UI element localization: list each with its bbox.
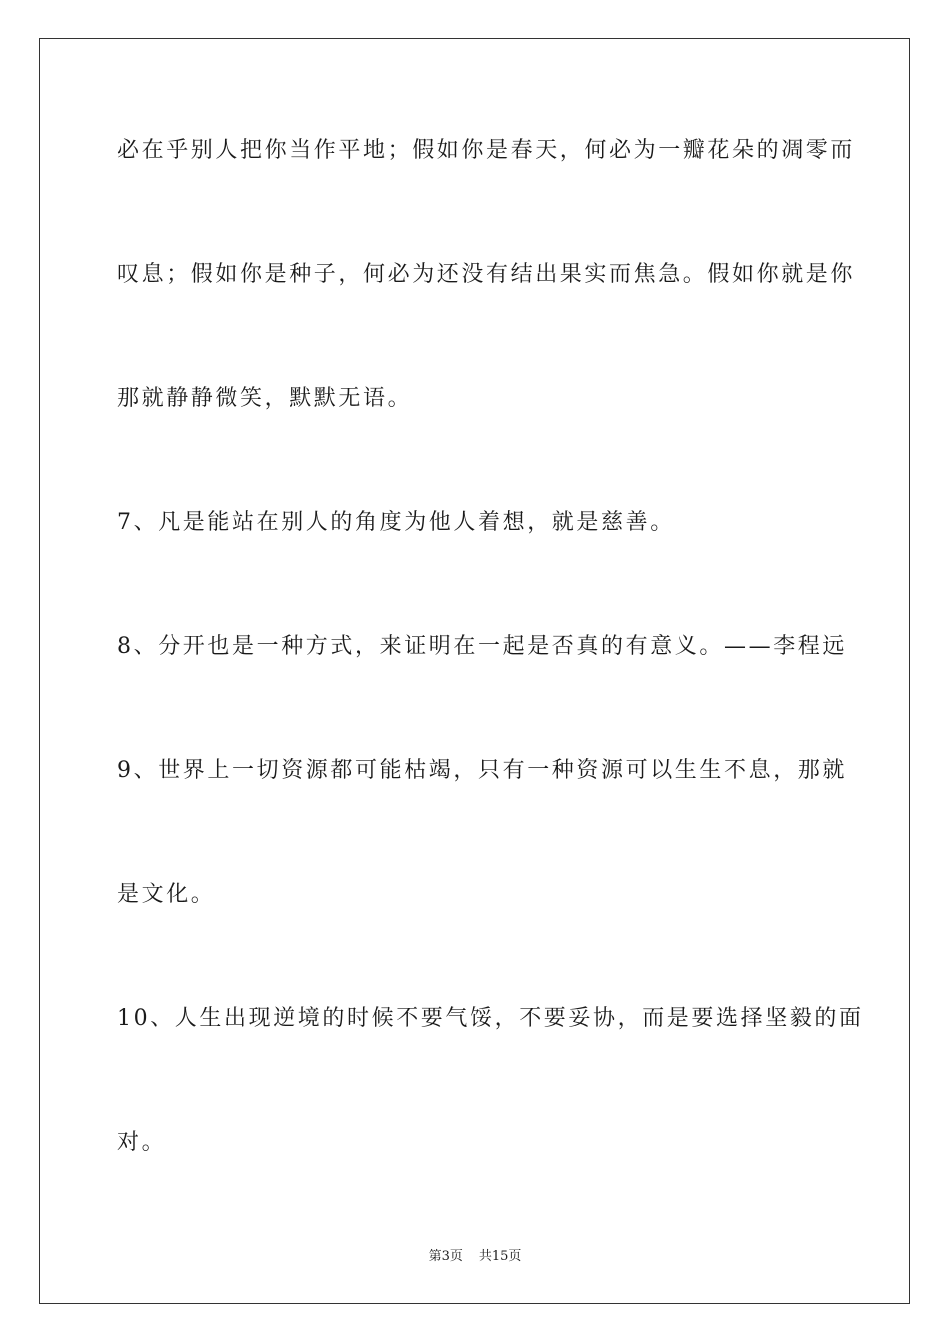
text-line: 7、凡是能站在别人的角度为他人着想，就是慈善。 (117, 510, 675, 535)
text-line: 10、人生出现逆境的时候不要气馁，不要妥协，而是要选择坚毅的面 (117, 1006, 864, 1031)
text-line: 9、世界上一切资源都可能枯竭，只有一种资源可以生生不息，那就 (117, 758, 847, 783)
page-number: 第3页 (428, 1249, 463, 1264)
page-border (39, 38, 910, 1304)
text-line: 叹息；假如你是种子，何必为还没有结出果实而焦急。假如你就是你 (117, 262, 856, 287)
text-line: 8、分开也是一种方式，来证明在一起是否真的有意义。——李程远 (117, 634, 847, 659)
text-line: 那就静静微笑，默默无语。 (117, 386, 413, 411)
page-total: 共15页 (478, 1249, 522, 1264)
page-footer (0, 1248, 950, 1266)
text-line: 对。 (117, 1130, 167, 1155)
text-line: 必在乎别人把你当作平地；假如你是春天，何必为一瓣花朵的凋零而 (117, 138, 856, 163)
text-line: 是文化。 (117, 882, 216, 907)
